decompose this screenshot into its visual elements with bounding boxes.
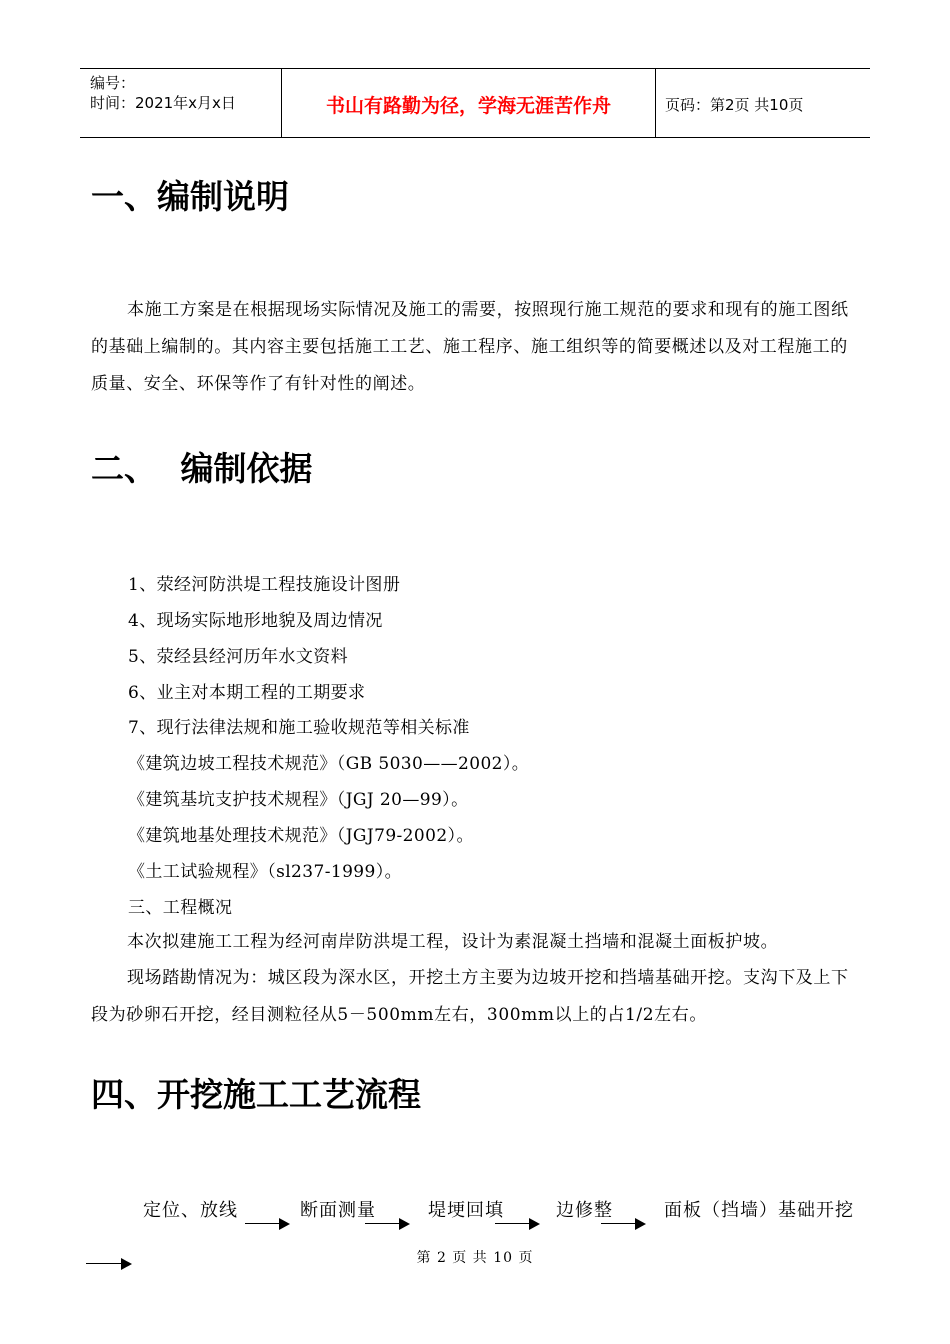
time-label: 时间：2021年x月x日 [90,94,236,112]
basis-item: 4、现场实际地形地貌及周边情况 [128,611,383,631]
header-motto-cell [281,69,656,137]
arrow-right-icon [245,1218,290,1230]
page-footer: 第 2 页 共 10 页 [416,1250,534,1266]
standard-item: 《建筑基坑支护技术规程》（JGJ 20—99）。 [128,790,469,810]
flow-step: 面板（挡墙）基础开挖 [664,1200,854,1221]
section-1-paragraph: 本施工方案是在根据现场实际情况及施工的需要，按照现行施工规范的要求和现有的施工图纸的基础上编制的。其内容主要包括施工工艺、施工程序、施工组织等的简要概述以及对工程施工的质量、安全、环保等作了有针对性的阐述。 [91,300,849,394]
flow-step: 边修整 [556,1200,613,1221]
section-3-title: 三、工程概况 [128,898,233,918]
section-4-title: 四、开挖施工工艺流程 [91,1075,421,1114]
standard-item: 《建筑地基处理技术规范》（JGJ79-2002）。 [128,826,474,846]
flow-step: 定位、放线 [143,1200,238,1221]
document-header [80,68,870,138]
standard-item: 《建筑边坡工程技术规范》（GB 5030——2002）。 [128,754,530,774]
page-info: 页码：第2页 共10页 [665,96,804,114]
motto: 书山有路勤为径，学海无涯苦作舟 [325,95,611,117]
basis-item: 1、荥经河防洪堤工程技施设计图册 [128,575,401,595]
basis-item: 6、业主对本期工程的工期要求 [128,683,366,703]
arrow-right-icon [365,1218,410,1230]
arrow-right-icon [601,1218,646,1230]
section-2-title: 二、 编制依据 [91,449,313,488]
section-1-title: 一、编制说明 [91,177,289,216]
flow-step: 断面测量 [300,1200,376,1221]
overview-paragraph-1: 本次拟建施工工程为经河南岸防洪堤工程，设计为素混凝土挡墙和混凝土面板护坡。 [127,932,779,952]
header-page-cell [655,69,870,137]
flow-step: 堤埂回填 [428,1200,504,1221]
standard-item: 《土工试验规程》（sl237-1999）。 [128,862,403,882]
basis-item: 5、荥经县经河历年水文资料 [128,647,349,667]
overview-paragraph-2: 现场踏勘情况为：城区段为深水区，开挖土方主要为边坡开挖和挡墙基础开挖。支沟下及上下段为砂卵石开挖，经目测粒径从5－500mm左右，300mm以上的占1/2左右。 [91,968,849,1025]
arrow-right-icon [495,1218,540,1230]
header-info-cell [80,69,281,137]
number-label: 编号： [90,74,136,92]
basis-item: 7、现行法律法规和施工验收规范等相关标准 [128,718,470,738]
